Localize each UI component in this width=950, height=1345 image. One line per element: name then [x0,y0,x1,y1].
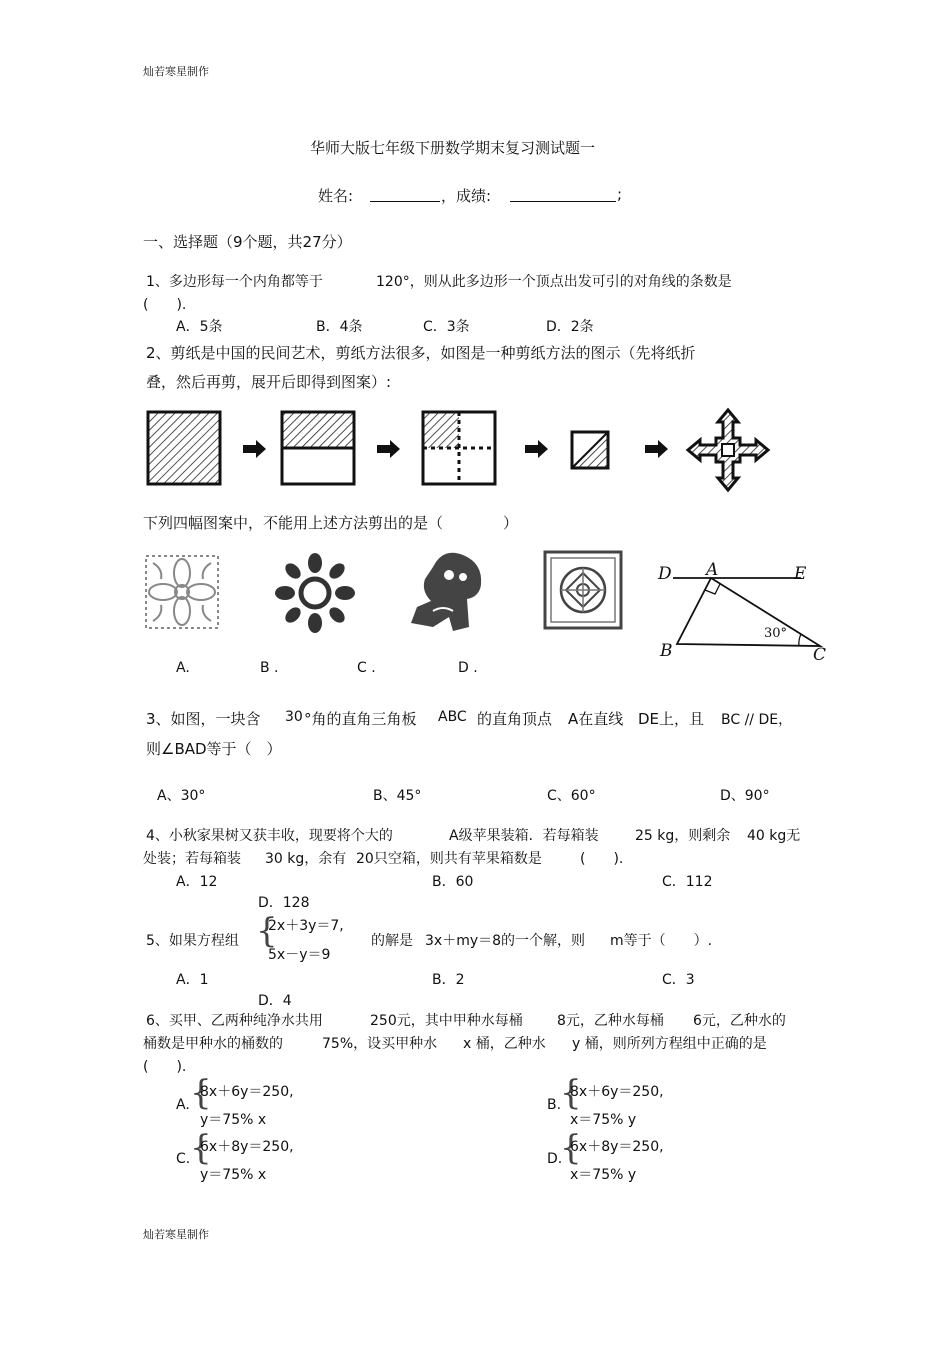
q3-option-d[interactable]: D、90° [720,788,770,804]
q2-text-line1: 2、剪纸是中国的民间艺术，剪纸方法很多，如图是一种剪纸方法的图示（先将纸折 [146,344,696,362]
label-a: A [706,560,719,580]
q5-brace-icon: { [256,911,278,951]
q6-option-c-label[interactable]: C. [176,1151,191,1167]
pattern-a-image[interactable] [143,553,221,631]
header-watermark: 灿若寒星制作 [143,65,209,78]
q6-text-line2a: 桶数是甲种水的桶数的 [143,1036,283,1052]
q6-option-c-brace-icon: { [190,1128,212,1168]
q3-option-c[interactable]: C、60° [547,788,596,804]
q4-text-line2b: 30 kg，余有 [265,851,347,867]
score-blank[interactable] [510,187,616,202]
q5-text-p4: m等于（ ）. [610,933,713,949]
q3-text-line2: 则∠BAD等于（ ） [146,740,282,758]
q6-option-b-label[interactable]: B. [547,1097,562,1113]
q4-text-line2d: ( ). [580,851,624,867]
q6-text-line1b: 250元，其中甲种水每桶 [370,1013,523,1029]
q3-option-a[interactable]: A、30° [157,788,206,804]
label-c: C [813,645,827,665]
q6-option-a-brace-icon: { [190,1073,212,1113]
q5-text-p3: 3x＋my＝8的一个解，则 [425,933,586,949]
q4-text-p1: 4、小秋家果树又获丰收，现要将个大的 [146,828,393,844]
q4-text-p4: 40 kg无 [747,828,801,844]
pattern-c-image[interactable] [403,547,493,637]
q4-option-b[interactable]: B．60 [432,874,474,890]
q1-option-b[interactable]: B．4条 [316,319,363,335]
folding-sequence-figure [140,405,780,495]
q6-paren: ( ). [143,1059,187,1075]
label-b: B [660,641,673,661]
q4-option-c[interactable]: C．112 [662,874,713,890]
pattern-b-image[interactable] [275,553,355,633]
q5-text-p2: 的解是 [371,933,413,949]
q6-option-a-eq1: 8x＋6y＝250, [200,1084,294,1100]
q5-text-p1: 5、如果方程组 [146,933,239,949]
q5-option-c[interactable]: C．3 [662,972,695,988]
q6-option-b-brace-icon: { [560,1073,582,1113]
q1-paren: ( ). [143,297,187,313]
q6-option-d-eq1: 6x＋8y＝250, [570,1139,664,1155]
pattern-d-image[interactable] [543,550,623,630]
q3-text-p3: °角的直角三角板 [304,710,417,728]
q5-option-a[interactable]: A．1 [176,972,209,988]
q3-text-p4: ABC [438,709,467,725]
q5-option-d[interactable]: D．4 [258,993,292,1009]
q3-text-p8: BC // DE， [721,712,793,728]
q6-option-d-brace-icon: { [560,1128,582,1168]
q6-option-c-eq2: y＝75% x [200,1167,267,1183]
q3-text-p1: 3、如图，一块含 [146,710,261,728]
q1-option-c[interactable]: C．3条 [423,319,470,335]
q4-text-p3: 25 kg，则剩余 [635,828,731,844]
q4-option-a[interactable]: A．12 [176,874,218,890]
q5-option-b[interactable]: B．2 [432,972,465,988]
q5-equation-2: 5x－y＝9 [268,947,331,963]
q1-text-cont: 120°，则从此多边形一个顶点出发可引的对角线的条数是 [376,274,732,290]
q4-text-line2c: 20只空箱，则共有苹果箱数是 [356,851,542,867]
q6-text-line1d: 6元，乙种水的 [693,1013,786,1029]
footer-watermark: 灿若寒星制作 [143,1228,209,1241]
q3-text-p6: A在直线 [568,710,624,728]
q4-option-d[interactable]: D．128 [258,895,310,911]
label-d: D [658,564,672,584]
line-end: ; [617,185,623,203]
name-label: 姓名: [318,187,354,205]
label-30-degree: 30° [764,626,788,641]
q6-text-line2c: x 桶，乙种水 [463,1036,546,1052]
q2-option-d[interactable]: D . [458,660,478,676]
q3-text-p2: 30 [285,709,303,725]
q3-text-p7: DE上，且 [638,710,705,728]
q3-option-b[interactable]: B、45° [373,788,422,804]
section-heading: 一、选择题（9个题，共27分） [143,233,352,251]
q4-text-line2a: 处装；若每箱装 [143,851,241,867]
q2-prompt: 下列四幅图案中，不能用上述方法剪出的是（ ） [143,514,519,532]
q6-text-line2d: y 桶，则所列方程组中正确的是 [572,1036,767,1052]
name-blank[interactable] [370,187,440,202]
q6-option-c-eq1: 6x＋8y＝250, [200,1139,294,1155]
label-e: E [794,564,807,584]
q1-text: 1、多边形每一个内角都等于 [146,274,323,290]
q2-text-line2: 叠，然后再剪，展开后即得到图案）: [146,373,392,391]
q5-equation-1: 2x＋3y＝7, [268,918,344,934]
q1-option-a[interactable]: A．5条 [176,319,223,335]
q6-option-b-eq1: 8x＋6y＝250, [570,1084,664,1100]
q3-text-p5: 的直角顶点 [477,710,553,728]
q1-option-d[interactable]: D．2条 [546,319,594,335]
q6-option-a-label[interactable]: A. [176,1097,190,1113]
score-label: ，成绩: [441,187,492,205]
triangle-figure [655,560,835,670]
q6-text-line1c: 8元，乙种水每桶 [557,1013,664,1029]
page-title: 华师大版七年级下册数学期末复习测试题一 [310,139,596,157]
q2-option-c[interactable]: C . [357,660,376,676]
q4-text-p2: A级苹果装箱．若每箱装 [449,828,599,844]
q6-option-d-eq2: x＝75% y [570,1167,637,1183]
q6-text-line1a: 6、买甲、乙两种纯净水共用 [146,1013,323,1029]
q2-option-b[interactable]: B . [260,660,279,676]
q6-option-d-label[interactable]: D. [547,1151,563,1167]
q2-option-a[interactable]: A. [176,660,190,676]
q6-text-line2b: 75%，设买甲种水 [322,1036,438,1052]
q6-option-a-eq2: y＝75% x [200,1112,267,1128]
q6-option-b-eq2: x＝75% y [570,1112,637,1128]
